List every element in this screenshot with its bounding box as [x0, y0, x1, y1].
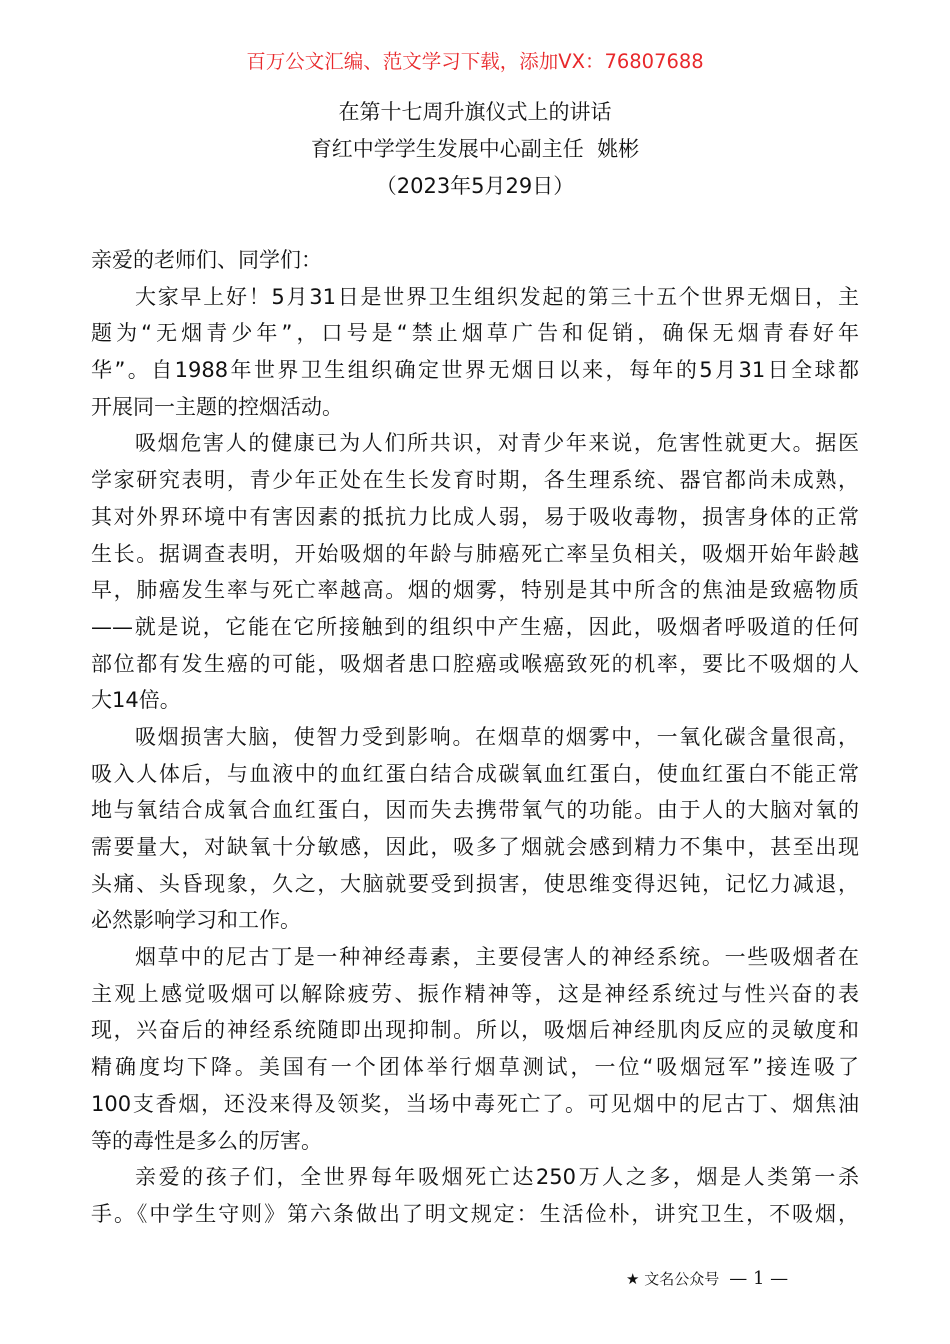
page-footer — [626, 1268, 788, 1289]
document-title: 在第十七周升旗仪式上的讲话 — [338, 100, 612, 124]
paragraph — [91, 939, 859, 1159]
text-line: 地与氧结合成氧合血红蛋白，因而失去携带氧气的功能。由于人的大脑对氧的 — [91, 798, 859, 823]
text-line: 部位都有发生癌的可能，吸烟者患口腔癌或喉癌致死的机率，要比不吸烟的人 — [91, 651, 859, 676]
text-line: 100支香烟，还没来得及领奖，当场中毒死亡了。可见烟中的尼古丁、烟焦油 — [91, 1091, 859, 1116]
paragraph — [91, 719, 859, 939]
footer-source: ★ 文名公众号 — [626, 1270, 720, 1288]
text-line: 吸烟损害大脑，使智力受到影响。在烟草的烟雾中，一氧化碳含量很高， — [135, 724, 859, 749]
text-line: 主观上感觉吸烟可以解除疲劳、振作精神等，这是神经系统过与性兴奋的表 — [91, 981, 859, 1006]
text-line: 吸烟危害人的健康已为人们所共识，对青少年来说，危害性就更大。据医 — [135, 431, 859, 456]
text-line: 生长。据调查表明，开始吸烟的年龄与肺癌死亡率呈负相关，吸烟开始年龄越 — [91, 541, 859, 566]
text-line: 亲爱的老师们、同学们： — [91, 248, 322, 272]
text-line: ——就是说，它能在它所接触到的组织中产生癌，因此，吸烟者呼吸道的任何 — [91, 614, 859, 639]
text-line: 大14倍。 — [91, 688, 181, 713]
text-line: 烟草中的尼古丁是一种神经毒素，主要侵害人的神经系统。一些吸烟者在 — [135, 945, 859, 970]
watermark-banner: 百万公文汇编、范文学习下载，添加VX：76807688 — [246, 50, 704, 73]
text-line: 现，兴奋后的神经系统随即出现抑制。所以，吸烟后神经肌肉反应的灵敏度和 — [91, 1018, 859, 1043]
text-line: 手。《中学生守则》第六条做出了明文规定：生活俭朴，讲究卫生，不吸烟， — [91, 1201, 859, 1226]
text-line: 亲爱的孩子们，全世界每年吸烟死亡达250万人之多，烟是人类第一杀 — [135, 1165, 859, 1190]
text-line: 开展同一主题的控烟活动。 — [91, 394, 343, 419]
text-line: 早，肺癌发生率与死亡率越高。烟的烟雾，特别是其中所含的焦油是致癌物质 — [91, 578, 859, 603]
document-author: 育红中学学生发展中心副主任 姚彬 — [310, 137, 640, 161]
text-line: 大家早上好！5月31日是世界卫生组织发起的第三十五个世界无烟日，主 — [135, 284, 859, 309]
text-line: 需要量大，对缺氧十分敏感，因此，吸多了烟就会感到精力不集中，甚至出现 — [91, 835, 859, 859]
text-line: 华”。自1988年世界卫生组织确定世界无烟日以来，每年的5月31日全球都 — [91, 358, 859, 383]
text-line: 题为“无烟青少年”，口号是“禁止烟草广告和促销，确保无烟青春好年 — [91, 321, 859, 346]
text-line: 等的毒性是多么的厉害。 — [91, 1128, 322, 1153]
text-line: 必然影响学习和工作。 — [91, 908, 301, 933]
paragraph — [91, 279, 859, 426]
paragraph — [91, 242, 859, 279]
document-header — [0, 94, 950, 205]
page-number: — 1 — — [729, 1268, 789, 1289]
text-line: 头痛、头昏现象，久之，大脑就要受到损害，使思维变得迟钝，记忆力减退， — [91, 871, 859, 896]
paragraph — [91, 425, 859, 719]
text-line: 吸入人体后，与血液中的血红蛋白结合成碳氧血红蛋白，使血红蛋白不能正常 — [91, 761, 859, 786]
text-line: 学家研究表明，青少年正处在生长发育时期，各生理系统、器官都尚未成熟， — [91, 468, 859, 493]
text-line: 其对外界环境中有害因素的抵抗力比成人弱，易于吸收毒物，损害身体的正常 — [91, 504, 859, 529]
document-date: （2023年5月29日） — [375, 174, 575, 198]
paragraph — [91, 1159, 859, 1232]
text-line: 精确度均下降。美国有一个团体举行烟草测试，一位“吸烟冠军”接连吸了 — [91, 1055, 859, 1080]
document-body — [91, 242, 859, 1233]
